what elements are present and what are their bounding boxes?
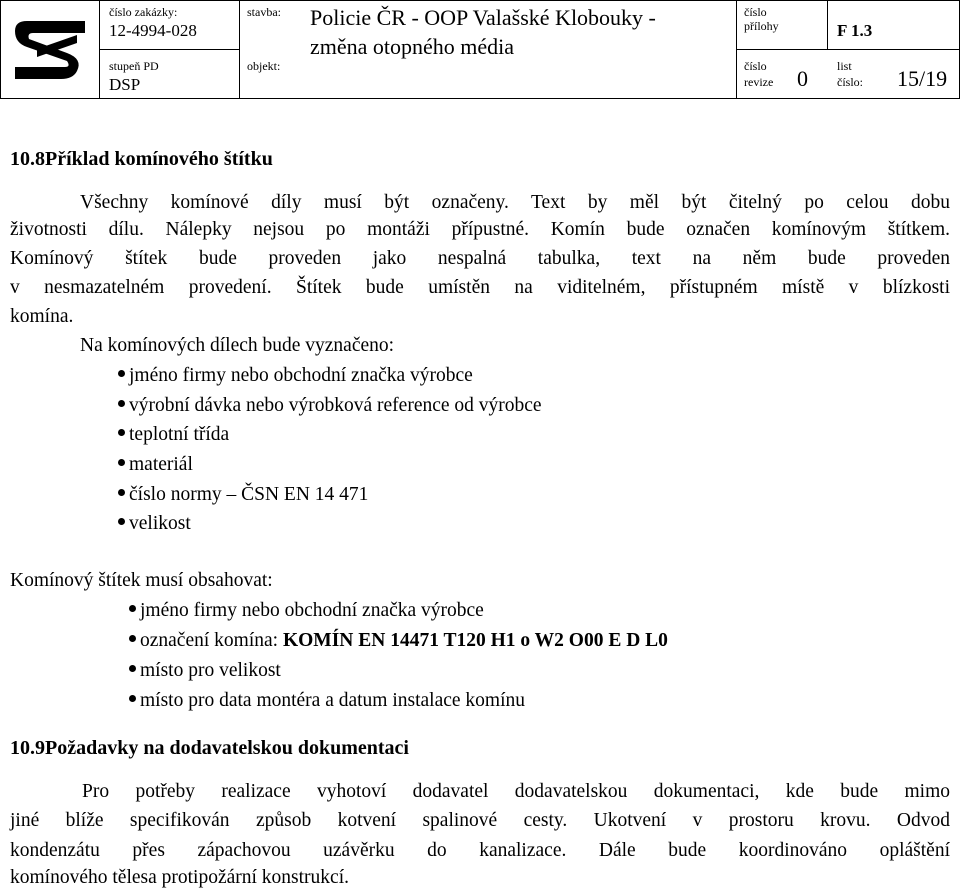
section-heading: 10.8Příklad komínového štítku bbox=[10, 148, 273, 170]
paragraph-line bbox=[10, 840, 950, 862]
chimney-designation: KOMÍN EN 14471 T120 H1 o W2 O00 E D L0 bbox=[282, 630, 668, 651]
paragraph-text: jiné blíže specifikován způsob kotvení spalinové cesty. Ukotvení v prostoru krovu. Odvod bbox=[10, 810, 950, 831]
title-block bbox=[0, 0, 960, 99]
list-item: jméno firmy nebo obchodní značka výrobce bbox=[118, 365, 473, 387]
divider bbox=[736, 49, 959, 50]
divider bbox=[99, 49, 239, 50]
paragraph-line bbox=[10, 810, 950, 832]
list-item: velikost bbox=[118, 513, 191, 535]
order-number-label: číslo zakázky: bbox=[109, 5, 178, 19]
label-item: jméno firmy nebo obchodní značka výrobce bbox=[129, 600, 484, 622]
building-label: stavba: bbox=[247, 5, 281, 19]
section-heading: 10.9Požadavky na dodavatelskou dokumentaci bbox=[10, 737, 409, 759]
paragraph-text: kondenzátu přes zápachovou uzávěrku do kanalizace. Dále bude koordinováno opláštění bbox=[10, 840, 950, 861]
bullet-icon bbox=[118, 459, 125, 466]
order-number: 12-4994-028 bbox=[109, 21, 197, 40]
company-logo-icon bbox=[7, 9, 95, 91]
bullet-icon bbox=[129, 695, 136, 702]
bullet-icon bbox=[129, 635, 136, 642]
list-item: teplotní třída bbox=[118, 424, 229, 446]
project-title-line-2: změna otopného média bbox=[310, 34, 515, 59]
paragraph-text: v nesmazatelném provedení. Štítek bude umístěn na viditelném, přístupném místě v blízkosti bbox=[10, 277, 950, 298]
bullet-icon bbox=[129, 605, 136, 612]
paragraph-text: Pro potřeby realizace vyhotoví dodavatel dodavatelskou dokumentaci, kde bude mimo bbox=[82, 781, 950, 802]
revision-number: 0 bbox=[797, 66, 808, 91]
revision-label: revize bbox=[744, 75, 774, 89]
divider bbox=[239, 1, 240, 98]
paragraph-text: životnosti dílu. Nálepky nejsou po montáži přípustné. Komín bude označen komínovým štítkem. bbox=[10, 219, 950, 240]
project-stage: DSP bbox=[109, 75, 141, 94]
object-label: objekt: bbox=[247, 59, 281, 73]
list-item: materiál bbox=[118, 454, 193, 476]
label-item: místo pro data montéra a datum instalace komínu bbox=[129, 690, 525, 712]
bullet-icon bbox=[118, 429, 125, 436]
paragraph-line bbox=[10, 219, 950, 241]
list-item: číslo normy – ČSN EN 14 471 bbox=[118, 484, 368, 506]
attachment-number: F 1.3 bbox=[837, 21, 873, 40]
bullet-icon bbox=[118, 489, 125, 496]
divider bbox=[827, 1, 828, 49]
paragraph-line bbox=[10, 781, 950, 803]
sheet-label: číslo: bbox=[837, 75, 863, 89]
revision-label: číslo bbox=[744, 59, 767, 73]
bullet-icon bbox=[129, 665, 136, 672]
paragraph-text: Všechny komínové díly musí být označeny. Text by měl být čitelný po celou dobu bbox=[80, 192, 950, 213]
list-intro: Na komínových dílech bude vyznačeno: bbox=[80, 335, 395, 356]
bullet-icon bbox=[118, 370, 125, 377]
paragraph-line: komína. bbox=[10, 306, 74, 327]
bullet-icon bbox=[118, 518, 125, 525]
project-stage-label: stupeň PD bbox=[109, 59, 159, 73]
paragraph-line: komínového tělesa protipožární konstrukcí. bbox=[10, 867, 350, 888]
attachment-label: přílohy bbox=[744, 19, 779, 33]
paragraph-line bbox=[10, 248, 950, 270]
label-item: označení komína: KOMÍN EN 14471 T120 H1 o W2 O00 E D L0 bbox=[129, 630, 668, 652]
paragraph-line bbox=[10, 277, 950, 299]
paragraph-text: Komínový štítek bude proveden jako nespalná tabulka, text na něm bude proveden bbox=[10, 248, 950, 269]
attachment-label: číslo bbox=[744, 5, 767, 19]
sheet-label: list bbox=[837, 59, 852, 73]
list-item: výrobní dávka nebo výrobková reference od výrobce bbox=[118, 395, 542, 417]
label-item: místo pro velikost bbox=[129, 660, 281, 682]
sheet-number: 15/19 bbox=[897, 66, 948, 91]
label-intro: Komínový štítek musí obsahovat: bbox=[10, 570, 273, 591]
project-title-line-1: Policie ČR - OOP Valašské Klobouky - bbox=[310, 5, 656, 30]
paragraph-line bbox=[10, 192, 950, 214]
bullet-icon bbox=[118, 400, 125, 407]
